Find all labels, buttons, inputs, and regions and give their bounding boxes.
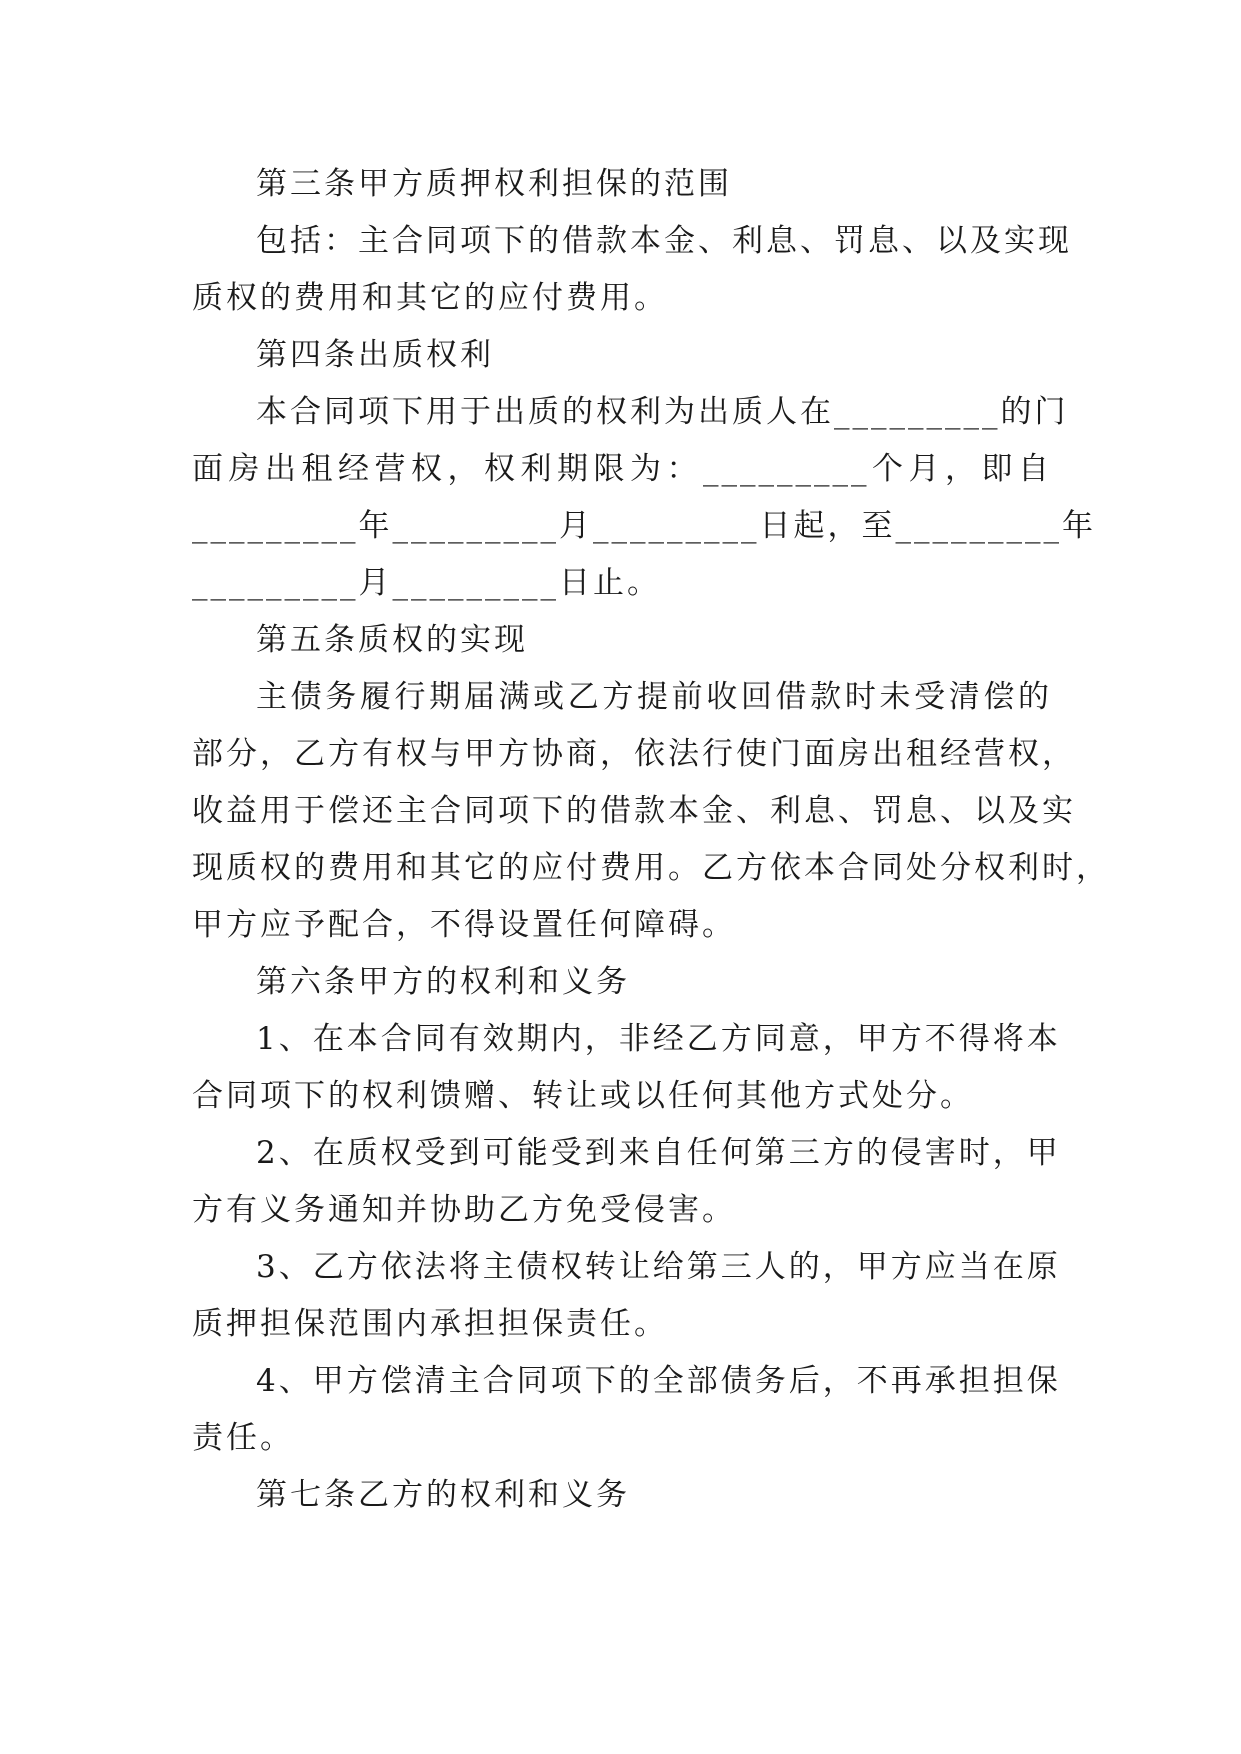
- paragraph-line: 现质权的费用和其它的应付费用。乙方依本合同处分权利时，: [192, 850, 1110, 886]
- paragraph-line: 面房出租经营权，权利期限为：_________个月，即自: [192, 451, 1052, 487]
- paragraph-line: _________月_________日止。: [192, 565, 661, 601]
- paragraph-line: _________年_________月_________日起，至_________年: [192, 508, 1096, 544]
- paragraph-line: 收益用于偿还主合同项下的借款本金、利息、罚息、以及实: [192, 793, 1076, 829]
- paragraph-line: 3、乙方依法将主债权转让给第三人的，甲方应当在原: [256, 1249, 1061, 1285]
- paragraph-line: 包括：主合同项下的借款本金、利息、罚息、以及实现: [256, 223, 1072, 259]
- section-heading-6: 第六条甲方的权利和义务: [256, 964, 630, 1000]
- paragraph-line: 责任。: [192, 1420, 294, 1456]
- paragraph-line: 合同项下的权利馈赠、转让或以任何其他方式处分。: [192, 1078, 974, 1114]
- paragraph-line: 1、在本合同有效期内，非经乙方同意，甲方不得将本: [256, 1021, 1061, 1057]
- paragraph-line: 本合同项下用于出质的权利为出质人在_________的门: [256, 394, 1069, 430]
- paragraph-line: 质押担保范围内承担担保责任。: [192, 1306, 668, 1342]
- section-heading-7: 第七条乙方的权利和义务: [256, 1477, 630, 1513]
- section-heading-3: 第三条甲方质押权利担保的范围: [256, 166, 732, 202]
- paragraph-line: 质权的费用和其它的应付费用。: [192, 280, 668, 316]
- paragraph-line: 方有义务通知并协助乙方免受侵害。: [192, 1192, 736, 1228]
- paragraph-line: 4、甲方偿清主合同项下的全部债务后，不再承担担保: [256, 1363, 1061, 1399]
- section-heading-4: 第四条出质权利: [256, 337, 494, 373]
- paragraph-line: 部分，乙方有权与甲方协商，依法行使门面房出租经营权，: [192, 736, 1076, 772]
- paragraph-line: 2、在质权受到可能受到来自任何第三方的侵害时，甲: [256, 1135, 1061, 1171]
- paragraph-line: 主债务履行期届满或乙方提前收回借款时未受清偿的: [256, 679, 1052, 715]
- section-heading-5: 第五条质权的实现: [256, 622, 528, 658]
- paragraph-line: 甲方应予配合，不得设置任何障碍。: [192, 907, 736, 943]
